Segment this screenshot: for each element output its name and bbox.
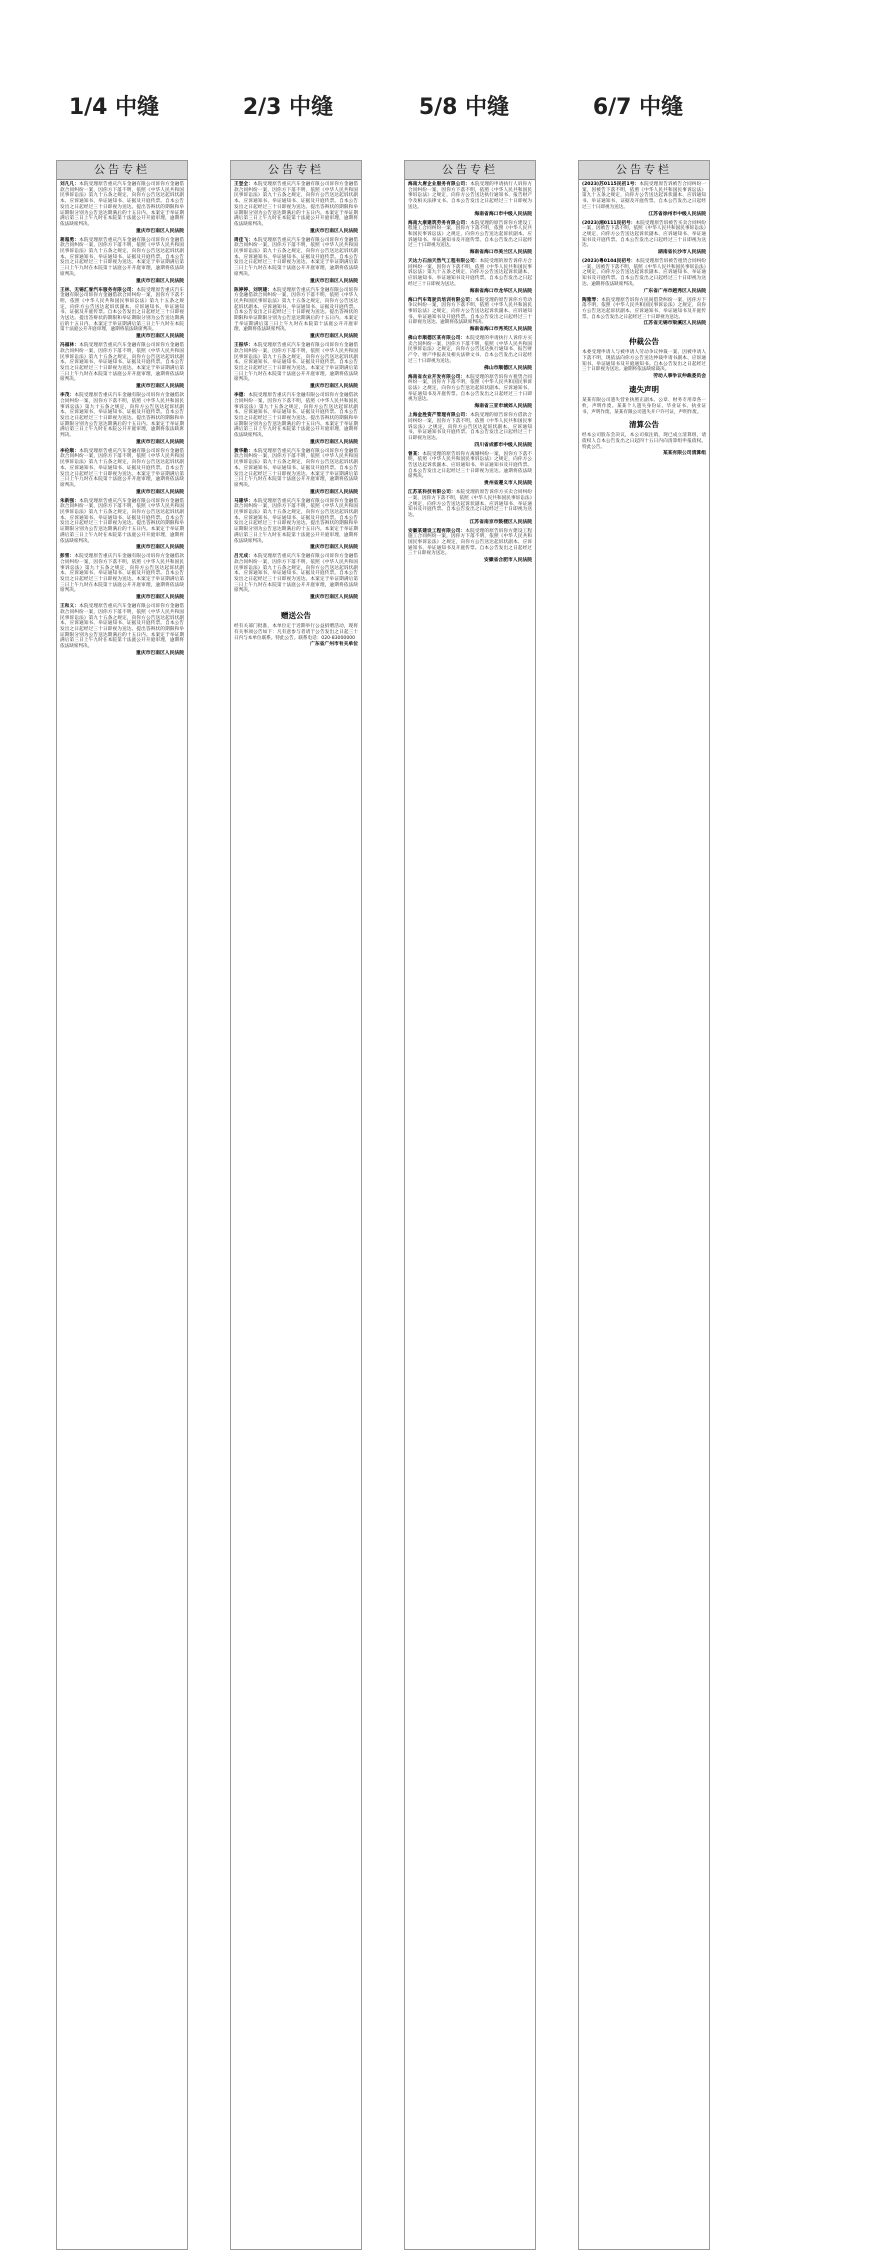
notice-text — [234, 182, 358, 228]
notice-item — [408, 298, 532, 334]
section-title-arbitration: 仲裁公告 — [629, 337, 659, 347]
notice-addressee: 海南省农业开发有限公司： — [408, 374, 466, 380]
notice-text — [60, 182, 184, 228]
notice-text: 本委受理申请人与被申请人劳动争议仲裁一案，因被申请人下落不明，现依法向你方公告送达仲裁申请书副本、应诉通知书、举证通知书及开庭通知书。自本公告发出之日起经过三十日即视为送达。逾期将依法缺席裁决。 — [582, 350, 706, 373]
notice-body: 本院受理原告重庆汽车金融有限公司诉你方金融借款合同纠纷一案，因你方下落不明，依照《中华人民共和国民事诉讼法》第九十五条之规定，向你方公告送达起诉状副本、应诉通知书、举证通知书、证据及开庭传票。自本公告发出之日起经过三十日即视为送达。提出答辩状的期限和举证期限分别为公告送达期满后的十五日内。本案定于举证期满后第三日上午九时在本院第十法庭公开开庭审理，逾期将依法缺席判决。 — [60, 287, 184, 333]
notice-text — [234, 288, 358, 334]
notice-issuer: 江苏省徐州市中级人民法院 — [648, 211, 706, 217]
notice-issuer: 海南省海口市美兰区人民法院 — [469, 250, 532, 256]
notice-addressee: 王林、无锡汇誉汽车服务有限公司： — [60, 287, 137, 293]
notice-addressee: 上海金胜资产管理有限公司： — [408, 413, 471, 419]
notice-issuer: 重庆市巴南区人民法院 — [310, 545, 358, 551]
notice-addressee: 安徽某建设工程有限公司： — [408, 528, 466, 534]
notice-body: 本院受理的原告诉你方合同纠纷一案，因你方下落不明，依照《中华人民共和国民事诉讼法》第九十五条之规定，向你方公告送达起诉状副本、应诉通知书、举证通知书及开庭传票。自本公告发出之日起经过三十日即视为送达。 — [408, 259, 532, 287]
notice-issuer: 安徽省合肥市人民法院 — [484, 558, 532, 564]
notice-body: 本院受理原告重庆汽车金融有限公司诉你方金融借款合同纠纷一案，因你方下落不明，依照《中华人民共和国民事诉讼法》第九十五条之规定，向你方公告送达起诉状副本、应诉通知书、举证通知书、证据及开庭传票。自本公告发出之日起经过三十日即视为送达。提出答辩状的期限和举证期限分别为公告送达期满后的十五日内。本案定于举证期满后第三日上午九时在本院第十法庭公开开庭审理，逾期将依法缺席判决。 — [60, 182, 184, 227]
notice-item — [234, 182, 358, 235]
notice-issuer: 江苏省无锡市梁溪区人民法院 — [643, 321, 706, 327]
notice-text — [234, 499, 358, 545]
notice-text — [234, 238, 358, 278]
notice-issuer: 四川省成都市中级人民法院 — [474, 442, 532, 448]
notice-addressee: (2023)粤0104民初号： — [582, 259, 636, 265]
section-title-clear: 清算公告 — [629, 420, 659, 430]
notice-text — [408, 298, 532, 327]
notice-item — [234, 554, 358, 601]
notice-body: 本院受理的申请执行人诉你方买卖合同纠纷一案，因你方下落不明，依照《中华人民共和国民事诉讼法》之规定，向你方公告送达执行通知书、报告财产令、财产申报表及相关法律文书。自本公告发出之日起经过三十日即视为送达。 — [408, 336, 532, 364]
notice-addressee: 王和义： — [60, 604, 80, 610]
notice-body: 本院受理原告重庆汽车金融有限公司诉你方金融借款合同纠纷一案，因你方下落不明，依照《中华人民共和国民事诉讼法》第九十五条之规定，向你方公告送达起诉状副本、应诉通知书、举证通知书、证据及开庭传票。自本公告发出之日起经过三十日即视为送达。提出答辩状的期限和举证期限分别为公告送达期满后的十五日内。本案定于举证期满后第三日上午九时在本院第十法庭公开开庭审理，逾期将依法缺席判决。 — [234, 287, 358, 333]
notice-item — [582, 398, 706, 415]
notice-body: 本院受理原告重庆汽车金融有限公司诉你方金融借款合同纠纷一案，因你方下落不明，依照《中华人民共和国民事诉讼法》第九十五条之规定，向你方公告送达起诉状副本、应诉通知书、举证通知书、证据及开庭传票。自本公告发出之日起经过三十日即视为送达。提出答辩状的期限和举证期限分别为公告送达期满后的十五日内。本案定于举证期满后第三日上午九时在本院第十法庭公开开庭审理，逾期将依法缺席判决。 — [60, 604, 184, 650]
notice-issuer: 江苏省南京市鼓楼区人民法院 — [469, 519, 532, 525]
notice-addressee: 李德： — [234, 393, 249, 399]
notice-addressee: 周佳飞： — [234, 237, 254, 243]
notice-addressee: 马建华： — [234, 498, 254, 504]
notice-text — [234, 393, 358, 439]
notice-item — [408, 529, 532, 565]
column-label-2: 2/3 中缝 — [242, 95, 334, 120]
notice-item — [60, 604, 184, 657]
notice-addressee: (2023)湘0111民初号： — [582, 220, 636, 226]
notice-item — [234, 499, 358, 552]
notice-issuer: 某某有限公司清算组 — [662, 451, 706, 457]
notice-item — [582, 350, 706, 380]
column-body — [579, 180, 709, 327]
notice-addressee: 吕元成： — [234, 554, 254, 560]
notice-addressee: 蒋超勇： — [60, 237, 80, 243]
notice-addressee: 彭雪： — [60, 554, 75, 560]
notice-addressee: 冯福林： — [60, 343, 80, 349]
notice-text — [60, 554, 184, 594]
notice-body: 本院受理的申请执行人诉你方合同纠纷一案，因你方下落不明，依照《中华人民共和国民事诉讼法》之规定，向你方公告送达执行通知书、报告财产令及相关法律文书。自本公告发出之日起经过三十日即视为送达。 — [408, 182, 532, 210]
notice-issuer: 重庆市巴南区人民法院 — [136, 278, 184, 284]
notice-issuer: 贵州省遵义市人民法院 — [484, 481, 532, 487]
notice-column-2 — [230, 160, 362, 2250]
section-title: 赠送公告 — [281, 611, 311, 621]
notice-issuer: 佛山市顺德区人民法院 — [484, 365, 532, 371]
notice-issuer: 海南省海口市龙华区人民法院 — [469, 288, 532, 294]
notice-body: 本院受理的原告诉你方建设工程施工合同纠纷一案，因你方下落不明，依照《中华人民共和国民事诉讼法》之规定，向你方公告送达起诉状副本、应诉通知书、举证通知书及开庭传票。自本公告发出之日起经过三十日即视为送达。 — [408, 220, 532, 249]
notice-addressee: 陶雅琴： — [582, 297, 602, 303]
notice-item — [60, 449, 184, 496]
notice-item — [408, 259, 532, 295]
notice-item — [60, 182, 184, 235]
column-header: 公告专栏 — [405, 161, 535, 180]
notice-text — [60, 393, 184, 439]
notice-body: 本院受理原告重庆汽车金融有限公司诉你方金融借款合同纠纷一案，因你方下落不明，依照《中华人民共和国民事诉讼法》第九十五条之规定，向你方公告送达起诉状副本、应诉通知书、举证通知书、证据及开庭传票。自本公告发出之日起经过三十日即视为送达。提出答辩状的期限和举证期限分别为公告送达期满后的十五日内。本案定于举证期满后第三日上午九时在本院第十法庭公开开庭审理，逾期将依法缺席判决。 — [234, 498, 358, 544]
notice-issuer: 重庆市巴南区人民法院 — [310, 334, 358, 340]
notice-issuer: 广东省广州市越秀区人民法院 — [643, 288, 706, 294]
notice-text: 经本公司股东会决议，本公司拟注销，现已成立清算组，请债权人自本公告发出之日起四十五日内向清算组申报债权。特此公告。 — [582, 433, 706, 450]
notice-addressee: 曾某： — [408, 451, 423, 457]
column-body — [57, 180, 187, 657]
notice-item — [408, 490, 532, 526]
notice-addressee: 李茂： — [60, 393, 75, 399]
notice-issuer: 重庆市巴南区人民法院 — [310, 489, 358, 495]
notice-issuer: 重庆市巴南区人民法院 — [310, 595, 358, 601]
notice-item — [234, 393, 358, 446]
column-header: 公告专栏 — [57, 161, 187, 180]
notice-issuer: 重庆市巴南区人民法院 — [136, 228, 184, 234]
notice-issuer: 湖南省长沙市人民法院 — [658, 250, 706, 256]
notice-body: 本院受理原告诉被告买卖合同纠纷一案，因被告下落不明，依照《中华人民共和国民事诉讼法》之规定，向你方公告送达起诉状副本、应诉通知书、举证通知书及开庭传票。自本公告发出之日起经过三十日即视为送达。 — [582, 220, 706, 249]
notice-issuer: 重庆市巴南区人民法院 — [136, 384, 184, 390]
notice-text — [408, 529, 532, 558]
notice-body: 本院受理的原告诉你方劳动争议纠纷一案，因你方下落不明，依照《中华人民共和国民事诉讼法》之规定，向你方公告送达起诉状副本、应诉通知书、举证通知书及开庭传票。自本公告发出之日起经过三十日即视为送达。逾期将依法缺席判决。 — [408, 297, 532, 326]
notice-issuer: 重庆市巴南区人民法院 — [310, 228, 358, 234]
notice-body: 本院受理原告重庆汽车金融有限公司诉你方金融借款合同纠纷一案，因你方下落不明，依照《中华人民共和国民事诉讼法》第九十五条之规定，向你方公告送达起诉状副本、应诉通知书、举证通知书、证据及开庭传票。自本公告发出之日起经过三十日即视为送达。本案定于举证期满后第三日上午九时在本院第十法庭公开开庭审理，逾期将依法缺席判决。 — [60, 343, 184, 383]
notice-issuer: 海南省海口市中级人民法院 — [474, 211, 532, 217]
notice-text — [408, 452, 532, 481]
notice-item — [582, 433, 706, 457]
notice-item — [234, 288, 358, 341]
notice-text: 某某有限公司遗失营业执照正副本、公章、财务专用章各一枚，声明作废。某某个人遗失身份证、毕业证书、执业证书，声明作废。某某有限公司遗失开户许可证，声明作废。 — [582, 398, 706, 415]
notice-item — [582, 182, 706, 218]
notice-addressee: 海口汽车驾驶员培训有限公司： — [408, 297, 475, 303]
notice-addressee: 王振华： — [234, 343, 254, 349]
notice-text — [60, 343, 184, 383]
notice-text — [60, 604, 184, 650]
notice-item — [408, 336, 532, 372]
column-footer — [231, 604, 361, 648]
notice-item — [408, 413, 532, 449]
notice-body: 本院受理原告诉你方民间借贷纠纷一案，因你方下落不明，依照《中华人民共和国民事诉讼法》之规定，向你方公告送达起诉状副本、应诉通知书、举证通知书及开庭传票。自本公告发出之日起经过三十日即视为送达。 — [582, 297, 706, 320]
notice-body: 本院受理的原告诉你方借款合同纠纷一案，因你方下落不明，依照《中华人民共和国民事诉讼法》之规定，向你方公告送达起诉状副本、应诉通知书、举证通知书及开庭传票。自本公告发出之日起经过三十日即视为送达。 — [408, 413, 532, 441]
notice-text — [582, 221, 706, 250]
notice-text — [60, 499, 184, 545]
notice-item — [234, 624, 358, 648]
notice-issuer: 重庆市巴南区人民法院 — [310, 278, 358, 284]
notice-item — [408, 375, 532, 411]
notice-body: 本院受理原告诉被告租赁合同纠纷一案，因被告下落不明，依照《中华人民共和国民事诉讼法》之规定，向你方公告送达起诉状副本、应诉通知书、举证通知书及开庭传票。自本公告发出之日起经过三十日即视为送达。逾期将依法缺席判决。 — [582, 259, 706, 287]
notice-item — [60, 343, 184, 390]
column-header: 公告专栏 — [579, 161, 709, 180]
notice-body: 本院受理原告重庆汽车金融有限公司诉你方金融借款合同纠纷一案，因你方下落不明，依照《中华人民共和国民事诉讼法》第九十五条之规定，向你方公告送达起诉状副本、应诉通知书、举证通知书、证据及开庭传票。自本公告发出之日起经过三十日即视为送达。本案定于举证期满后第三日上午九时在本院第十法庭公开开庭审理，逾期将依法缺席判决。 — [234, 343, 358, 383]
notice-item — [582, 259, 706, 295]
notice-body: 本院受理原告重庆汽车金融有限公司诉你方金融借款合同纠纷一案，因你方下落不明，依照《中华人民共和国民事诉讼法》第九十五条之规定，向你方公告送达起诉状副本、应诉通知书、举证通知书、证据及开庭传票。自本公告发出之日起经过三十日即视为送达。提出答辩状的期限和举证期限分别为公告送达期满后的十五日内。本案定于举证期满后第三日上午九时在本院第十法庭公开开庭审理，逾期将依法缺席判决。 — [234, 182, 358, 227]
notice-addressee: 刘凡凡： — [60, 182, 80, 187]
notice-text — [582, 182, 706, 211]
notice-column-1 — [56, 160, 188, 2250]
notice-addressee: (2023)苏0115民初1号： — [582, 182, 640, 187]
notice-addressee: 李伦顺： — [60, 448, 80, 454]
notice-addressee: 天达力石油天然气工程有限公司： — [408, 259, 480, 265]
notice-item — [408, 221, 532, 257]
notice-addressee: 王登全： — [234, 182, 254, 187]
notice-issuer: 海南省海口市秀英区人民法院 — [469, 327, 532, 333]
notice-item — [60, 499, 184, 552]
notice-text — [234, 343, 358, 383]
notice-item — [60, 288, 184, 341]
column-body — [231, 180, 361, 601]
notice-body: 本院受理原告重庆汽车金融有限公司诉你方金融借款合同纠纷一案，因你方下落不明，依照《中华人民共和国民事诉讼法》第九十五条之规定，向你方公告送达起诉状副本、应诉通知书、举证通知书、证据及开庭传票。自本公告发出之日起经过三十日即视为送达。提出答辩状的期限和举证期限分别为公告送达期满后的十五日内。本案定于举证期满后第三日上午九时在本院第十法庭公开开庭审理，逾期将依法缺席判决。 — [234, 393, 358, 439]
notice-item — [60, 554, 184, 601]
notice-text — [582, 259, 706, 288]
notice-item — [234, 449, 358, 496]
notice-issuer: 重庆市巴南区人民法院 — [310, 384, 358, 390]
notice-text — [60, 288, 184, 334]
notice-item — [408, 452, 532, 488]
notice-issuer: 重庆市巴南区人民法院 — [136, 334, 184, 340]
notice-body: 本院受理的原告诉你方离婚纠纷一案，因你方下落不明，依照《中华人民共和国民事诉讼法》之规定，向你方公告送达起诉状副本、应诉通知书、举证通知书及开庭传票。自本公告发出之日起经过三十日即视为送达。逾期将依法缺席判决。 — [408, 451, 532, 480]
notice-issuer: 重庆市巴南区人民法院 — [310, 439, 358, 445]
notice-body: 本院受理原告诉被告合同纠纷一案，因被告下落不明，依照《中华人民共和国民事诉讼法》第九十五条之规定，向你方公告送达起诉状副本、应诉通知书、举证通知书、证据及开庭传票。自本公告发出之日起经过三十日即视为送达。 — [582, 182, 706, 210]
notice-text — [234, 554, 358, 594]
section-title-loss: 遗失声明 — [629, 385, 659, 395]
notice-issuer: 广东省广州市有关单位 — [310, 642, 358, 648]
notice-text — [408, 336, 532, 365]
notice-addressee: 陈婷婷、刘明建： — [234, 287, 273, 293]
notice-body: 本院受理原告重庆汽车金融有限公司诉你方金融借款合同纠纷一案，因你方下落不明，依照《中华人民共和国民事诉讼法》第九十五条之规定，向你方公告送达起诉状副本、应诉通知书、举证通知书、证据及开庭传票。自本公告发出之日起经过三十日即视为送达。本案定于举证期满后第三日上午九时在本院第十法庭公开开庭审理，逾期将依法缺席判决。 — [234, 554, 358, 594]
notice-text: 经有关部门批准，本单位定于近期举行公益捐赠活动，现将有关事项公告如下：凡有意参与者请于公告发出之日起三十日内与本单位联系。特此公告。联系电话：020-83000000 — [234, 624, 358, 641]
notice-text — [408, 490, 532, 519]
column-label-4: 6/7 中缝 — [592, 95, 684, 120]
notice-text — [234, 449, 358, 489]
notice-item — [234, 343, 358, 390]
notice-body: 本院受理原告重庆汽车金融有限公司诉你方金融借款合同纠纷一案，因你方下落不明，依照《中华人民共和国民事诉讼法》第九十五条之规定，向你方公告送达起诉状副本、应诉通知书、举证通知书、证据及开庭传票。自本公告发出之日起经过三十日即视为送达。本案定于举证期满后第三日上午九时在本院第十法庭公开开庭审理，逾期将依法缺席判决。 — [60, 448, 184, 488]
notice-body: 本院受理的原告诉你方租赁合同纠纷一案，因你方下落不明，依照《中华人民共和国民事诉讼法》之规定，向你方公告送达起诉状副本、应诉通知书、举证通知书及开庭传票。自本公告发出之日起经过三十日即视为送达。 — [408, 374, 532, 403]
notice-issuer: 重庆市巴南区人民法院 — [136, 595, 184, 601]
notice-body: 本院受理原告重庆汽车金融有限公司诉你方金融借款合同纠纷一案，因你方下落不明，依照《中华人民共和国民事诉讼法》第九十五条之规定，向你方公告送达起诉状副本、应诉通知书、举证通知书、证据及开庭传票。自本公告发出之日起经过三十日即视为送达。本案定于举证期满后第三日上午九时在本院第十法庭公开开庭审理，逾期将依法缺席判决。 — [234, 237, 358, 277]
notice-body: 本院受理原告重庆汽车金融有限公司诉你方金融借款合同纠纷一案，因你方下落不明，依照《中华人民共和国民事诉讼法》第九十五条之规定，向你方公告送达起诉状副本、应诉通知书、举证通知书、证据及开庭传票。自本公告发出之日起经过三十日即视为送达。提出答辩状的期限和举证期限分别为公告送达期满后的十五日内。本案定于举证期满后第三日上午九时在本院公开开庭审理，逾期将依法缺席判决。 — [60, 393, 184, 439]
notice-issuer: 海南省三亚市城郊人民法院 — [474, 404, 532, 410]
notice-body: 本院受理原告重庆汽车金融有限公司诉你方金融借款合同纠纷一案，因你方下落不明，依照《中华人民共和国民事诉讼法》第九十五条之规定，向你方公告送达起诉状副本、应诉通知书、举证通知书、证据及开庭传票。自本公告发出之日起经过三十日即视为送达。提出答辩状的期限和举证期限分别为公告送达期满后的十五日内。本案定于举证期满后第三日上午九时在本院第十法庭公开开庭审理，逾期将依法缺席判决。 — [60, 498, 184, 544]
notice-text — [408, 375, 532, 404]
notice-text — [408, 259, 532, 288]
notice-text — [582, 298, 706, 321]
notice-item — [234, 238, 358, 285]
notice-issuer: 劳动人事争议仲裁委员会 — [653, 374, 706, 380]
notice-body: 本院受理的原告诉你方买卖合同纠纷一案，因你方下落不明，依照《中华人民共和国民事诉讼法》之规定，向你方公告送达起诉状副本、应诉通知书、举证通知书及开庭传票。自本公告发出之日起经过三十日即视为送达。 — [408, 490, 532, 518]
notice-body: 本院受理的原告诉你方建设工程施工合同纠纷一案，因你方下落不明，依照《中华人民共和国民事诉讼法》之规定，向你方公告送达起诉状副本、应诉通知书、举证通知书及开庭传票。自本公告发出之日起经过三十日即视为送达。 — [408, 528, 532, 557]
notice-addressee: 佛山市顺德区某有限公司： — [408, 336, 466, 342]
notice-item — [582, 221, 706, 257]
notice-body: 本院受理原告重庆汽车金融有限公司诉你方金融借款合同纠纷一案，因你方下落不明，依照《中华人民共和国民事诉讼法》第九十五条之规定，向你方公告送达起诉状副本、应诉通知书、举证通知书、证据及开庭传票。自本公告发出之日起经过三十日即视为送达。本案定于举证期满后第三日上午九时在本院第十法庭公开开庭审理，逾期将依法缺席判决。 — [234, 448, 358, 488]
notice-addressee: 海南大唐企业服务有限公司： — [408, 182, 471, 187]
notice-item — [582, 298, 706, 328]
notice-body: 本院受理原告重庆汽车金融有限公司诉你方金融借款合同纠纷一案，因你方下落不明，依照《中华人民共和国民事诉讼法》第九十五条之规定，向你方公告送达起诉状副本、应诉通知书、举证通知书、证据及开庭传票。自本公告发出之日起经过三十日即视为送达。本案定于举证期满后第三日上午九时在本院第十法庭公开开庭审理，逾期将依法缺席判决。 — [60, 237, 184, 277]
notice-text — [60, 238, 184, 278]
notice-item — [60, 393, 184, 446]
notice-addressee: 朱新强： — [60, 498, 80, 504]
notice-text — [408, 221, 532, 250]
column-label-1: 1/4 中缝 — [68, 95, 160, 120]
notice-body: 本院受理原告重庆汽车金融有限公司诉你方金融借款合同纠纷一案，因你方下落不明，依照《中华人民共和国民事诉讼法》第九十五条之规定，向你方公告送达起诉状副本、应诉通知书、举证通知书、证据及开庭传票。自本公告发出之日起经过三十日即视为送达。本案定于举证期满后第三日上午九时在本院第十法庭公开开庭审理，逾期将依法缺席判决。 — [60, 554, 184, 594]
notice-column-4 — [578, 160, 710, 2250]
notice-issuer: 重庆市巴南区人民法院 — [136, 650, 184, 656]
notice-issuer: 重庆市巴南区人民法院 — [136, 489, 184, 495]
notice-issuer: 重庆市巴南区人民法院 — [136, 545, 184, 551]
column-header: 公告专栏 — [231, 161, 361, 180]
notice-item — [408, 182, 532, 218]
notice-addressee: 江苏某科技有限公司： — [408, 490, 456, 496]
notice-addressee: 海南大康建筑劳务有限公司： — [408, 220, 471, 226]
notice-item — [60, 238, 184, 285]
notice-column-3 — [404, 160, 536, 2250]
notice-issuer: 重庆市巴南区人民法院 — [136, 439, 184, 445]
notice-text — [408, 182, 532, 211]
notice-addressee: 黄华勤： — [234, 448, 254, 454]
column-body — [405, 180, 535, 564]
column-extra — [579, 330, 709, 457]
notice-text — [408, 413, 532, 442]
column-label-3: 5/8 中缝 — [418, 95, 510, 120]
notice-text — [60, 449, 184, 489]
